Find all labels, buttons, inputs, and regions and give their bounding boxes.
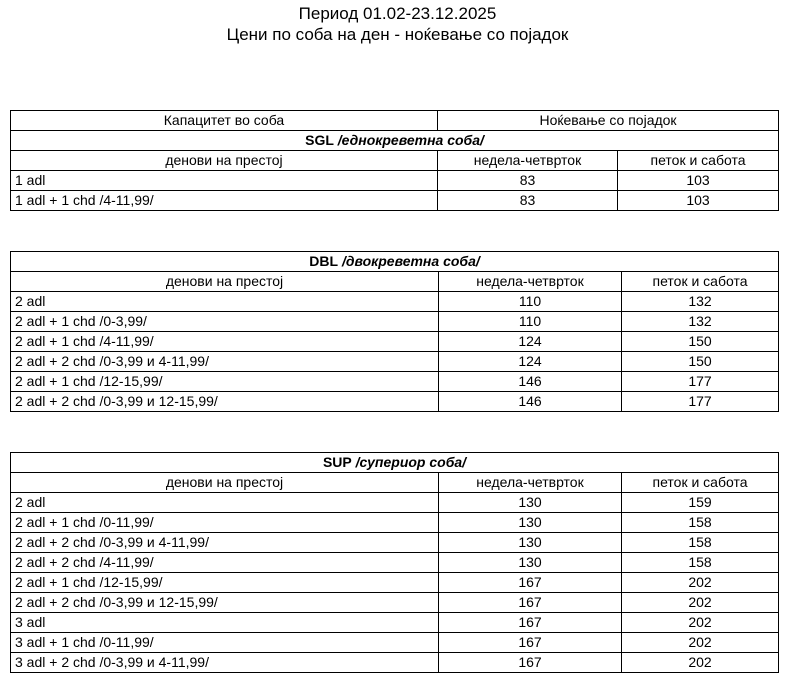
room-name: /супериор соба/ — [351, 454, 467, 470]
weekend-header: петок и сабота — [622, 473, 779, 493]
occupancy-label: 2 adl + 1 chd /4-11,99/ — [11, 332, 439, 352]
occupancy-label: 2 adl + 1 chd /12-15,99/ — [11, 372, 439, 392]
room-code: DBL — [309, 253, 339, 269]
occupancy-label: 2 adl + 1 chd /12-15,99/ — [11, 573, 439, 593]
weekend-price: 150 — [622, 332, 779, 352]
weekend-price: 202 — [622, 653, 779, 673]
weekend-price: 202 — [622, 593, 779, 613]
table-header-row — [11, 111, 779, 131]
weekday-price: 167 — [439, 573, 622, 593]
stay-days-header: денови на престој — [11, 272, 439, 292]
occupancy-label: 2 adl + 2 chd /0-3,99 и 12-15,99/ — [11, 593, 439, 613]
weekday-price: 130 — [439, 493, 622, 513]
weekend-price: 158 — [622, 533, 779, 553]
stay-days-header: денови на престој — [11, 473, 439, 493]
price-subtitle: Цени по соба на ден - ноќевање со појадок — [226, 25, 569, 44]
weekend-header: петок и сабота — [618, 151, 779, 171]
sgl-rate-table — [10, 110, 779, 211]
stay-days-header: денови на престој — [11, 151, 438, 171]
occupancy-label: 2 adl — [11, 493, 439, 513]
occupancy-label: 2 adl + 2 chd /0-3,99 и 12-15,99/ — [11, 392, 439, 412]
weekend-price: 202 — [622, 573, 779, 593]
occupancy-label: 1 adl + 1 chd /4-11,99/ — [11, 191, 438, 211]
table-row — [11, 372, 779, 392]
occupancy-label: 2 adl + 2 chd /0-3,99 и 4-11,99/ — [11, 533, 439, 553]
room-name: /двокреветна соба/ — [338, 253, 480, 269]
table-row — [11, 633, 779, 653]
weekday-price: 124 — [439, 352, 622, 372]
table-row — [11, 653, 779, 673]
weekday-header: недела-четврток — [438, 151, 618, 171]
column-header-row — [11, 151, 779, 171]
period-title: Период 01.02-23.12.2025 — [298, 4, 497, 23]
weekday-price: 130 — [439, 533, 622, 553]
occupancy-label: 2 adl + 2 chd /0-3,99 и 4-11,99/ — [11, 352, 439, 372]
weekend-price: 150 — [622, 352, 779, 372]
table-row — [11, 191, 779, 211]
occupancy-label: 2 adl + 1 chd /0-11,99/ — [11, 513, 439, 533]
occupancy-label: 2 adl — [11, 292, 439, 312]
room-type-row — [11, 453, 779, 473]
weekend-price: 103 — [618, 171, 779, 191]
weekend-price: 177 — [622, 372, 779, 392]
weekday-price: 167 — [439, 593, 622, 613]
table-row — [11, 533, 779, 553]
table-row — [11, 352, 779, 372]
dbl-rate-table — [10, 251, 779, 412]
weekday-header: недела-четврток — [439, 272, 622, 292]
weekday-price: 146 — [439, 392, 622, 412]
table-row — [11, 312, 779, 332]
weekend-price: 103 — [618, 191, 779, 211]
weekend-price: 132 — [622, 312, 779, 332]
weekend-price: 177 — [622, 392, 779, 412]
weekday-price: 124 — [439, 332, 622, 352]
weekday-price: 146 — [439, 372, 622, 392]
table-row — [11, 171, 779, 191]
table-row — [11, 573, 779, 593]
weekday-price: 167 — [439, 613, 622, 633]
room-type-heading — [11, 131, 779, 151]
room-code: SGL — [305, 132, 334, 148]
table-row — [11, 593, 779, 613]
weekend-price: 158 — [622, 553, 779, 573]
weekday-price: 110 — [439, 312, 622, 332]
column-header-row — [11, 272, 779, 292]
table-row — [11, 332, 779, 352]
room-type-heading — [11, 453, 779, 473]
occupancy-label: 2 adl + 2 chd /4-11,99/ — [11, 553, 439, 573]
weekend-price: 132 — [622, 292, 779, 312]
room-type-row — [11, 131, 779, 151]
weekend-header: петок и сабота — [622, 272, 779, 292]
sup-rate-table — [10, 452, 779, 673]
occupancy-label: 3 adl — [11, 613, 439, 633]
table-row — [11, 292, 779, 312]
column-header-row — [11, 473, 779, 493]
occupancy-label: 1 adl — [11, 171, 438, 191]
room-type-heading — [11, 252, 779, 272]
occupancy-label: 3 adl + 1 chd /0-11,99/ — [11, 633, 439, 653]
room-name: /еднокреветна соба/ — [333, 132, 484, 148]
weekday-price: 83 — [438, 191, 618, 211]
table-row — [11, 613, 779, 633]
weekday-price: 167 — [439, 653, 622, 673]
weekend-price: 158 — [622, 513, 779, 533]
occupancy-label: 3 adl + 2 chd /0-3,99 и 4-11,99/ — [11, 653, 439, 673]
room-code: SUP — [322, 454, 352, 470]
board-header: Ноќевање со појадок — [438, 111, 779, 131]
weekday-price: 130 — [439, 553, 622, 573]
weekday-price: 130 — [439, 513, 622, 533]
weekend-price: 202 — [622, 613, 779, 633]
weekday-header: недела-четврток — [439, 473, 622, 493]
weekday-price: 110 — [439, 292, 622, 312]
capacity-header: Капацитет во соба — [11, 111, 438, 131]
weekday-price: 83 — [438, 171, 618, 191]
room-type-row — [11, 252, 779, 272]
occupancy-label: 2 adl + 1 chd /0-3,99/ — [11, 312, 439, 332]
table-row — [11, 493, 779, 513]
weekend-price: 159 — [622, 493, 779, 513]
table-row — [11, 513, 779, 533]
table-row — [11, 392, 779, 412]
weekday-price: 167 — [439, 633, 622, 653]
weekend-price: 202 — [622, 633, 779, 653]
table-row — [11, 553, 779, 573]
